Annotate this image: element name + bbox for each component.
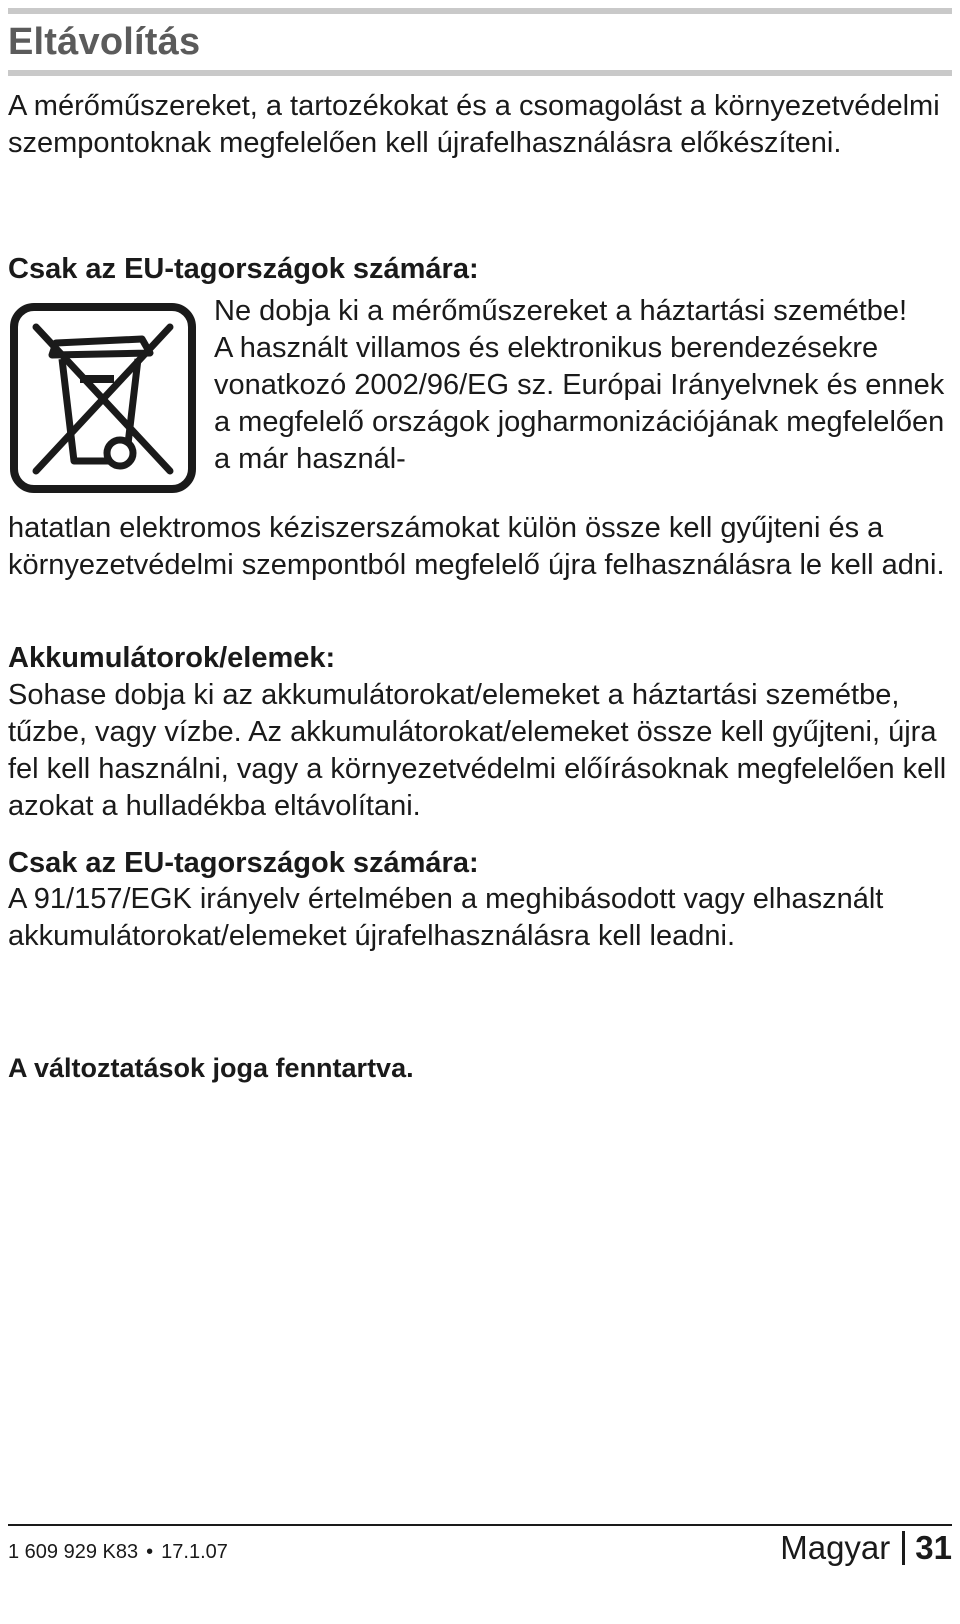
title-underline-rule: [8, 70, 952, 76]
eu-section-2-paragraph: A 91/157/EGK irányelv értelmében a meghibásodott vagy elhasznált akkumulátorokat/elemeket újrafelhasználásra kell leadni.: [8, 883, 884, 952]
batteries-heading: Akkumulátorok/elemek:: [8, 642, 336, 674]
intro-paragraph: A mérőműszereket, a tartozékokat és a csomagolást a környezetvédelmi szempontoknak megfelelően kell újrafelhasználásra előkészíteni.: [8, 90, 940, 159]
batteries-paragraph: Sohase dobja ki az akkumulátorokat/elemeket a háztartási szemétbe, tűzbe, vagy vízbe. Az akkumulátorokat/elemeket össze kell gyűjteni, újra fel kell használni, vagy a környezetvédelmi előírásoknak megfelelően kell azokat a hulladékba eltávolítani.: [8, 679, 947, 822]
weee-directive-line: A használt villamos és elektronikus berendezésekre vonatkozó 2002/96/EG sz. Európai Irányelvnek és ennek a megfelelő országok jogharmonizációjának megfelelően a már használ-: [214, 332, 945, 475]
weee-warning-line: Ne dobja ki a mérőműszereket a háztartási szemétbe!: [214, 295, 908, 327]
footer-page-info: [780, 1528, 952, 1568]
doc-code: 1 609 929 K83: [8, 1541, 139, 1563]
section-title: Eltávolítás: [8, 21, 201, 63]
eu-section-1-heading: Csak az EU-tagországok számára:: [8, 253, 479, 285]
crossed-out-wheelie-bin-icon: [10, 303, 196, 493]
page-number: 31: [915, 1529, 952, 1566]
document-page: [8, 0, 952, 1624]
footer-language: Magyar: [780, 1529, 891, 1566]
doc-date: 17.1.07: [161, 1541, 228, 1563]
footer-bullet: •: [146, 1541, 154, 1563]
top-rule: [8, 8, 952, 14]
footer-divider: [902, 1531, 905, 1565]
weee-side-text: [214, 293, 952, 478]
eu-section-2-heading: Csak az EU-tagországok számára:: [8, 847, 479, 879]
rights-reserved-note: A változtatások joga fenntartva.: [8, 1053, 414, 1083]
footer-rule: [8, 1524, 952, 1526]
weee-continuation-paragraph: hatatlan elektromos kéziszerszámokat külön össze kell gyűjteni és a környezetvédelmi szempontból megfelelő újra felhasználásra le kell adni.: [8, 512, 945, 581]
footer-doc-info: [8, 1540, 228, 1564]
